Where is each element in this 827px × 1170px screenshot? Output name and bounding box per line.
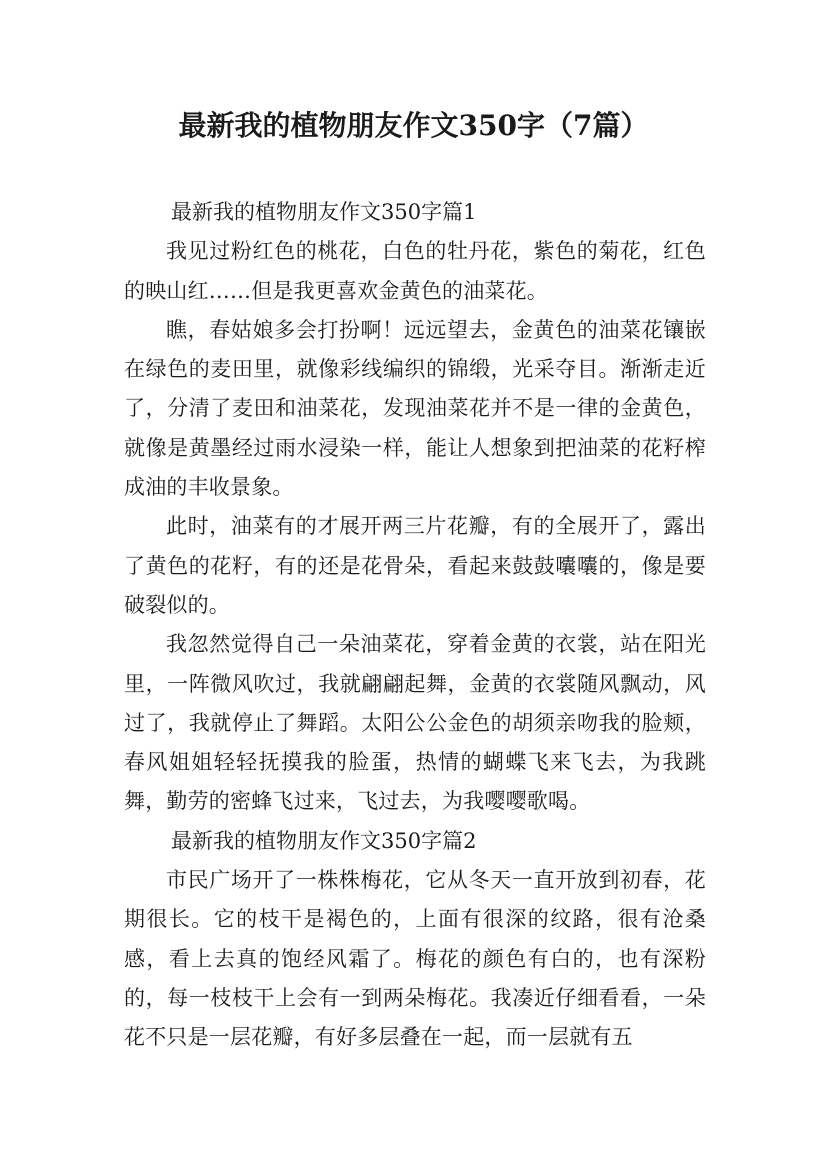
paragraph: 我忽然觉得自己一朵油菜花，穿着金黄的衣裳，站在阳光里，一阵微风吹过，我就翩翩起舞，金黄的衣裳随风飘动，风过了，我就停止了舞蹈。太阳公公金色的胡须亲吻我的脸颊，春风姐姐轻轻抚摸我的脸蛋，热情的蝴蝶飞来飞去，为我跳舞，勤劳的密蜂飞过来，飞过去，为我嘤嘤歌喝。 xyxy=(124,632,706,814)
document-body xyxy=(124,193,706,1058)
paragraph: 市民广场开了一株株梅花，它从冬天一直开放到初春，花期很长。它的枝干是褐色的，上面有很深的纹路，很有沧桑感，看上去真的饱经风霜了。梅花的颜色有白的，也有深粉的，每一枝枝干上会有一到两朵梅花。我凑近仔细看看，一朵花不只是一层花瓣，有好多层叠在一起，而一层就有五 xyxy=(124,868,706,1050)
paragraph: 我见过粉红色的桃花，白色的牡丹花，紫色的菊花，红色的映山红……但是我更喜欢金黄色的油菜花。 xyxy=(124,239,706,303)
section-heading: 最新我的植物朋友作文350字篇1 xyxy=(171,200,477,224)
paragraph: 瞧，春姑娘多会打扮啊！远远望去，金黄色的油菜花镶嵌在绿色的麦田里，就像彩线编织的锦缎，光采夺目。渐渐走近了，分清了麦田和油菜花，发现油菜花并不是一律的金黄色，就像是黄墨经过雨水浸染一样，能让人想象到把油菜的花籽榨成油的丰收景象。 xyxy=(124,317,706,500)
document-title: 最新我的植物朋友作文350字（7篇） xyxy=(178,109,649,142)
paragraph: 此时，油菜有的才展开两三片花瓣，有的全展开了，露出了黄色的花籽，有的还是花骨朵，看起来鼓鼓囔囔的，像是要破裂似的。 xyxy=(124,514,706,617)
section-heading: 最新我的植物朋友作文350字篇2 xyxy=(171,828,477,853)
